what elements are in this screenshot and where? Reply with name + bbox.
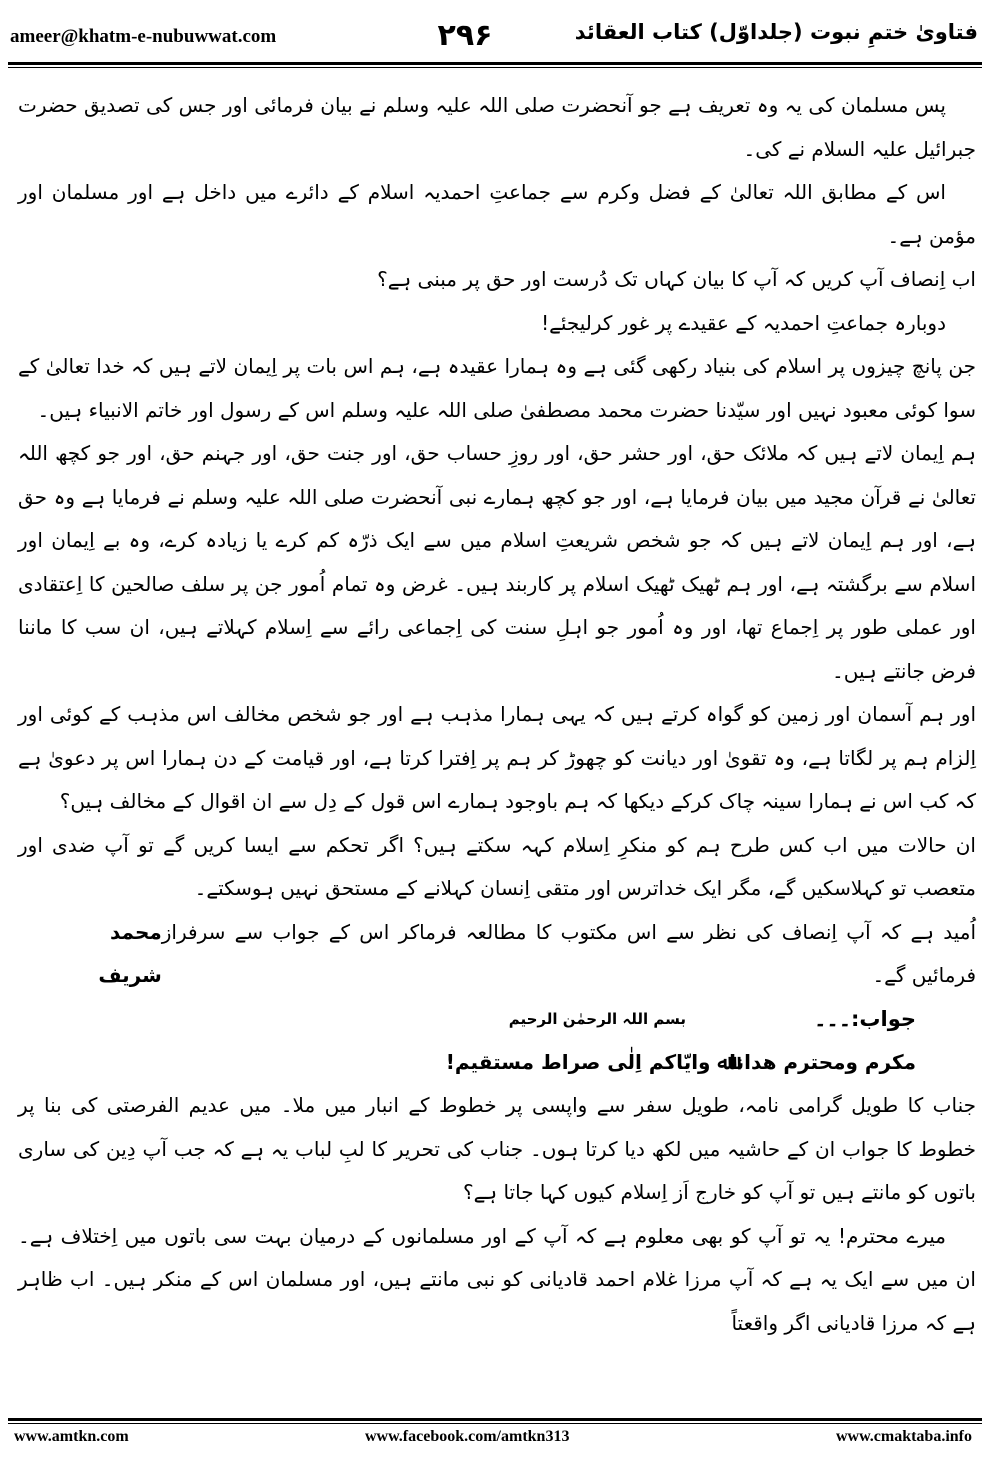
- footer-link-center[interactable]: www.facebook.com/amtkn313: [365, 1428, 570, 1445]
- page-header: [0, 0, 990, 64]
- page-footer: [0, 1428, 990, 1458]
- salutation: مکرم ومحترم ھداناﷲ وایّاکم اِلٰی صراط مستقیم!: [445, 1049, 916, 1074]
- book-title: فتاویٰ ختمِ نبوت (جلداوّل) کتاب العقائد: [574, 20, 978, 44]
- paragraph: جن پانچ چیزوں پر اسلام کی بنیاد رکھی گئی ہے وہ ہمارا عقیدہ ہے، ہم اس بات پر اِیمان لاتے ہیں کہ خدا تعالیٰ کے سوا کوئی معبود نہیں اور سیّدنا حضرت محمد مصطفیٰ صلی اللہ علیہ وسلم اس کے رسول اور خاتم الانبیاء ہیں۔: [18, 354, 976, 422]
- footer-link-left[interactable]: www.amtkn.com: [14, 1428, 129, 1445]
- closing-row: [18, 911, 976, 998]
- page-number: ۲۹۶: [437, 18, 493, 53]
- paragraph: جناب کا طویل گرامی نامہ، طویل سفر سے واپسی پر خطوط کے انبار میں ملا۔ میں عدیم الفرصتی کی بنا پر خطوط کا جواب ان کے حاشیہ میں لکھ دیا کرتا ہوں۔ جناب کی تحریر کا لبِ لباب یہ ہے کہ جب آپ دِین کی ساری باتوں کو مانتے ہیں تو آپ کو خارج اَز اِسلام کیوں کہا جاتا ہے؟: [18, 1093, 976, 1204]
- header-rule-thick: [8, 62, 982, 65]
- paragraph: ان حالات میں اب کس طرح ہم کو منکرِ اِسلام کہہ سکتے ہیں؟ اگر تحکم سے ایسا کریں گے تو آپ ضدی اور متعصب تو کہلاسکیں گے، مگر ایک خداترس اور متقی اِنسان کہلانے کے مستحق نہیں ہوسکتے۔: [18, 832, 976, 900]
- signature: محمد شریف: [98, 919, 162, 987]
- header-email: ameer@khatm-e-nubuwwat.com: [10, 26, 277, 47]
- page-body: [18, 84, 976, 1345]
- footer-rule-thick: [8, 1418, 982, 1421]
- paragraph: ہم اِیمان لاتے ہیں کہ ملائک حق، اور حشر حق، اور روزِ حساب حق، اور جنت حق، اور جہنم حق، اور جو کچھ اللہ تعالیٰ نے قرآن مجید میں بیان فرمایا ہے، اور جو کچھ ہمارے نبی آنحضرت صلی اللہ علیہ وسلم نے فرمایا ہے وہ حق ہے، اور ہم اِیمان لاتے ہیں کہ جو شخص شریعتِ اسلام میں سے ایک ذرّہ کم کرے یا زیادہ کرے، وہ بے اِیمان اور اسلام سے برگشتہ ہے، اور ہم ٹھیک ٹھیک اسلام پر کاربند ہیں۔ غرض وہ تمام اُمور جن پر سلف صالحین کا اِعتقادی اور عملی طور پر اِجماع تھا، اور وہ اُمور جو اہلِ سنت کی اِجماعی رائے سے اِسلام کہلاتے ہیں، ان سب کا ماننا فرض جانتے ہیں۔: [18, 441, 976, 683]
- paragraph: اور ہم آسمان اور زمین کو گواہ کرتے ہیں کہ یہی ہمارا مذہب ہے اور جو شخص مخالف اس مذہب کے کوئی اور اِلزام ہم پر لگاتا ہے، وہ تقویٰ اور دیانت کو چھوڑ کر ہم پر اِفترا کرتا ہے، اور قیامت کے دن ہمارا اس پر دعویٰ ہے کہ کب اس نے ہمارا سینہ چاک کرکے دیکھا کہ ہم باوجود ہمارے اس قول کے دِل سے ان اقوال کے مخالف ہیں؟: [18, 702, 977, 813]
- bismillah-calligraphy: بسم اللہ الرحمٰن الرحیم: [508, 1009, 686, 1028]
- answer-label: جواب:۔۔۔: [814, 1006, 916, 1031]
- paragraph: میرے محترم! یہ تو آپ کو بھی معلوم ہے کہ آپ کے اور مسلمانوں کے درمیان بہت سی باتوں میں اِختلاف ہے۔ ان میں سے ایک یہ ہے کہ آپ مرزا غلام احمد قادیانی کو نبی مانتے ہیں، اور مسلمان اس کے منکر ہیں۔ اب ظاہر ہے کہ مرزا قادیانی اگر واقعتاً: [18, 1223, 976, 1335]
- paragraph: اب اِنصاف آپ کریں کہ آپ کا بیان کہاں تک دُرست اور حق پر مبنی ہے؟: [377, 267, 976, 291]
- closing-line: اُمید ہے کہ آپ اِنصاف کی نظر سے اس مکتوب کا مطالعہ فرماکر اس کے جواب سے سرفراز فرمائیں گے۔: [161, 919, 976, 987]
- footer-rule-thin: [8, 1423, 982, 1424]
- paragraph: اس کے مطابق اللہ تعالیٰ کے فضل وکرم سے جماعتِ احمدیہ اسلام کے دائرے میں داخل ہے اور مسلمان اور مؤمن ہے۔: [18, 180, 976, 248]
- header-rule-thin: [8, 67, 982, 68]
- paragraph: پس مسلمان کی یہ وہ تعریف ہے جو آنحضرت صلی اللہ علیہ وسلم نے بیان فرمائی اور جس کی تصدیق حضرت جبرائیل علیہ السلام نے کی۔: [18, 93, 976, 161]
- paragraph: دوبارہ جماعتِ احمدیہ کے عقیدے پر غور کرلیجئے!: [541, 310, 946, 335]
- answer-heading-row: [18, 998, 976, 1041]
- footer-link-right[interactable]: www.cmaktaba.info: [835, 1428, 972, 1445]
